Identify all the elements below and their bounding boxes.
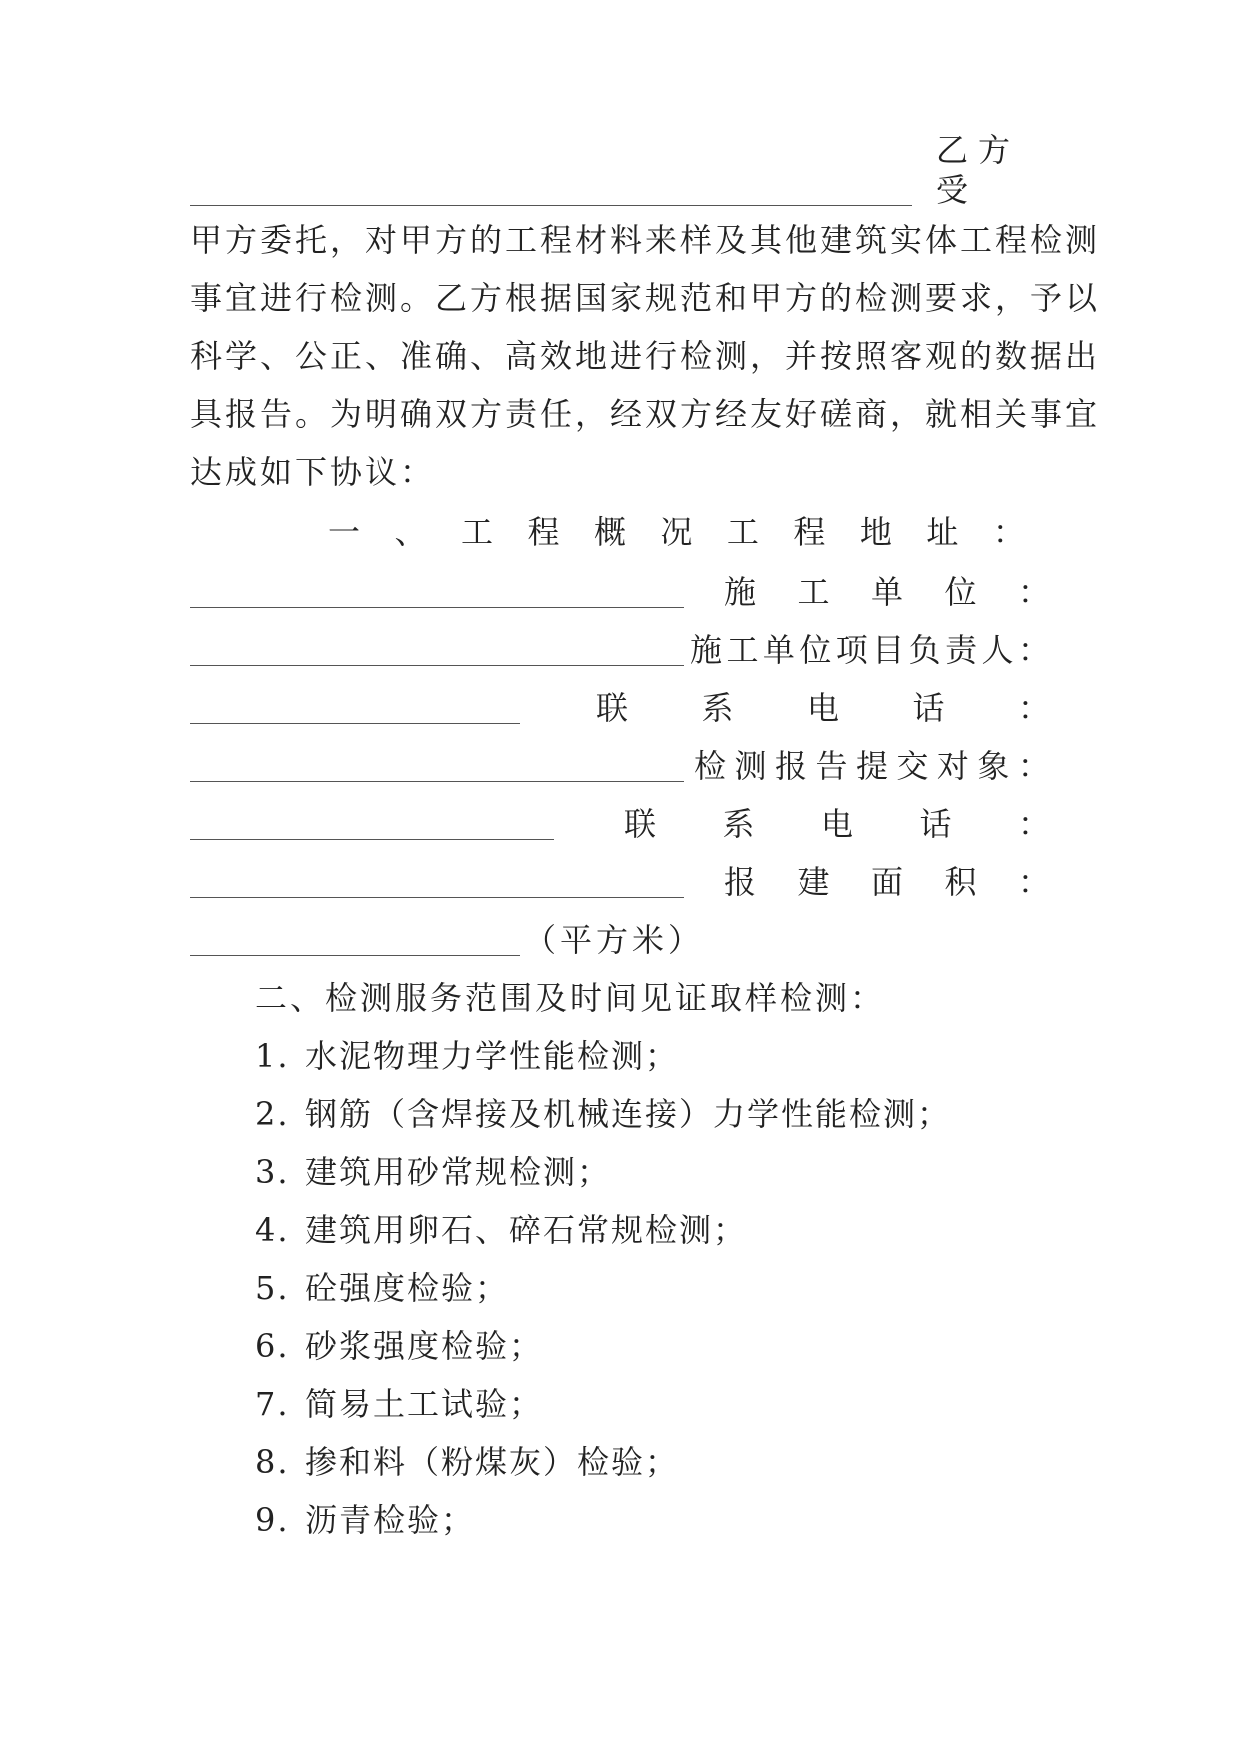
label-char: 话 — [912, 689, 945, 727]
intro-line: 达成如下协议： — [190, 453, 436, 491]
item-text: 水泥物理力学性能检测； — [305, 1037, 680, 1075]
label-char: 电 — [806, 689, 839, 727]
contact-phone-2-blank[interactable] — [190, 867, 684, 898]
item-text: 砂浆强度检验； — [305, 1327, 544, 1365]
field-label — [684, 746, 1050, 786]
heading-char: ： — [992, 513, 1028, 551]
list-item — [255, 1034, 679, 1078]
field-construction-unit — [190, 568, 1050, 612]
heading-char: 况 — [660, 513, 696, 551]
label-char: 告 — [815, 747, 848, 785]
label-char: 电 — [820, 805, 853, 843]
heading-char: 程 — [793, 513, 829, 551]
label-char: 负 — [908, 631, 941, 669]
label-char: 联 — [596, 689, 629, 727]
heading-char: 一 — [328, 513, 364, 551]
label-char: 责 — [945, 631, 978, 669]
item-number: 5. — [255, 1269, 290, 1307]
item-number: 7. — [255, 1385, 290, 1423]
label-char: 报 — [774, 747, 807, 785]
field-contact-phone-2 — [190, 800, 1050, 844]
list-item — [255, 1150, 611, 1194]
label-char: ： — [1017, 689, 1050, 727]
label-char: 单 — [870, 573, 903, 611]
label-char: 目 — [872, 631, 905, 669]
label-char: 提 — [855, 747, 888, 785]
item-text: 砼强度检验； — [305, 1269, 510, 1307]
item-number: 1. — [255, 1037, 290, 1075]
label-char: ： — [1017, 747, 1050, 785]
label-char: ： — [1017, 863, 1050, 901]
list-item — [255, 1440, 679, 1484]
field-label — [520, 688, 1050, 728]
contact-phone-blank[interactable] — [190, 751, 684, 782]
item-text: 沥青检验； — [305, 1501, 476, 1539]
label-char: 工 — [797, 573, 830, 611]
item-number: 9. — [255, 1501, 290, 1539]
intro-line: 甲方委托，对甲方的工程材料来样及其他建筑实体工程检测 — [190, 221, 1101, 259]
label-char: ： — [1017, 573, 1050, 611]
section2-heading: 二、检测服务范围及时间见证取样检测： — [255, 979, 886, 1017]
item-number: 8. — [255, 1443, 290, 1481]
list-item — [255, 1092, 951, 1136]
label-char: 施 — [724, 573, 757, 611]
label-char: 人 — [981, 631, 1014, 669]
label-char: 系 — [722, 805, 755, 843]
label-char: ： — [1017, 631, 1050, 669]
item-number: 3. — [255, 1153, 290, 1191]
field-report-recipient — [190, 742, 1050, 786]
label-char: 位 — [799, 631, 832, 669]
label-char: 话 — [919, 805, 952, 843]
field-building-area — [190, 858, 1050, 902]
heading-char: 、 — [394, 513, 430, 551]
intro-line: 事宜进行检测。乙方根据国家规范和甲方的检测要求，予以 — [190, 279, 1101, 317]
project-manager-blank[interactable] — [190, 693, 520, 724]
item-number: 4. — [255, 1211, 290, 1249]
intro-line: 具报告。为明确双方责任，经双方经友好磋商，就相关事宜 — [190, 395, 1101, 433]
label-char: 测 — [734, 747, 767, 785]
label-char: 系 — [701, 689, 734, 727]
label-char: 对 — [936, 747, 969, 785]
construction-unit-blank[interactable] — [190, 635, 684, 666]
report-recipient-blank[interactable] — [190, 809, 554, 840]
item-number: 2. — [255, 1095, 290, 1133]
field-label — [684, 572, 1050, 612]
list-item — [255, 1324, 543, 1368]
label-char: ： — [1017, 805, 1050, 843]
area-blank[interactable] — [190, 925, 520, 956]
item-text: 建筑用砂常规检测； — [305, 1153, 612, 1191]
intro-first-line — [190, 131, 1050, 210]
field-contact-phone — [190, 684, 1050, 728]
intro-first-tail: 乙方受 — [936, 131, 1021, 209]
list-item — [255, 1208, 747, 1252]
heading-char: 程 — [527, 513, 563, 551]
label-char: 位 — [944, 573, 977, 611]
heading-char: 地 — [859, 513, 895, 551]
area-unit: （平方米） — [524, 921, 705, 959]
item-text: 简易土工试验； — [305, 1385, 544, 1423]
heading-char: 工 — [726, 513, 762, 551]
item-text: 掺和料（粉煤灰）检验； — [305, 1443, 680, 1481]
field-project-manager — [190, 626, 1050, 670]
label-char: 积 — [944, 863, 977, 901]
label-char: 工 — [726, 631, 759, 669]
heading-char: 工 — [460, 513, 496, 551]
address-blank[interactable] — [190, 577, 684, 608]
label-char: 施 — [690, 631, 723, 669]
section1-heading — [328, 510, 1028, 554]
field-label — [554, 804, 1050, 844]
label-char: 单 — [762, 631, 795, 669]
heading-char: 址 — [926, 513, 962, 551]
label-char: 项 — [835, 631, 868, 669]
list-item — [255, 1382, 543, 1426]
item-text: 建筑用卵石、碎石常规检测； — [305, 1211, 748, 1249]
field-label — [684, 862, 1050, 902]
heading-char: 概 — [593, 513, 629, 551]
label-char: 建 — [797, 863, 830, 901]
label-char: 象 — [977, 747, 1010, 785]
label-char: 检 — [694, 747, 727, 785]
label-char: 面 — [870, 863, 903, 901]
field-area-value — [190, 916, 1050, 960]
intro-line: 科学、公正、准确、高效地进行检测，并按照客观的数据出 — [190, 337, 1101, 375]
party-name-blank — [190, 175, 912, 206]
list-item — [255, 1266, 509, 1310]
item-text: 钢筋（含焊接及机械连接）力学性能检测； — [305, 1095, 952, 1133]
label-char: 交 — [896, 747, 929, 785]
label-char: 联 — [624, 805, 657, 843]
list-item — [255, 1498, 475, 1542]
item-number: 6. — [255, 1327, 290, 1365]
field-label — [684, 630, 1050, 670]
label-char: 报 — [724, 863, 757, 901]
